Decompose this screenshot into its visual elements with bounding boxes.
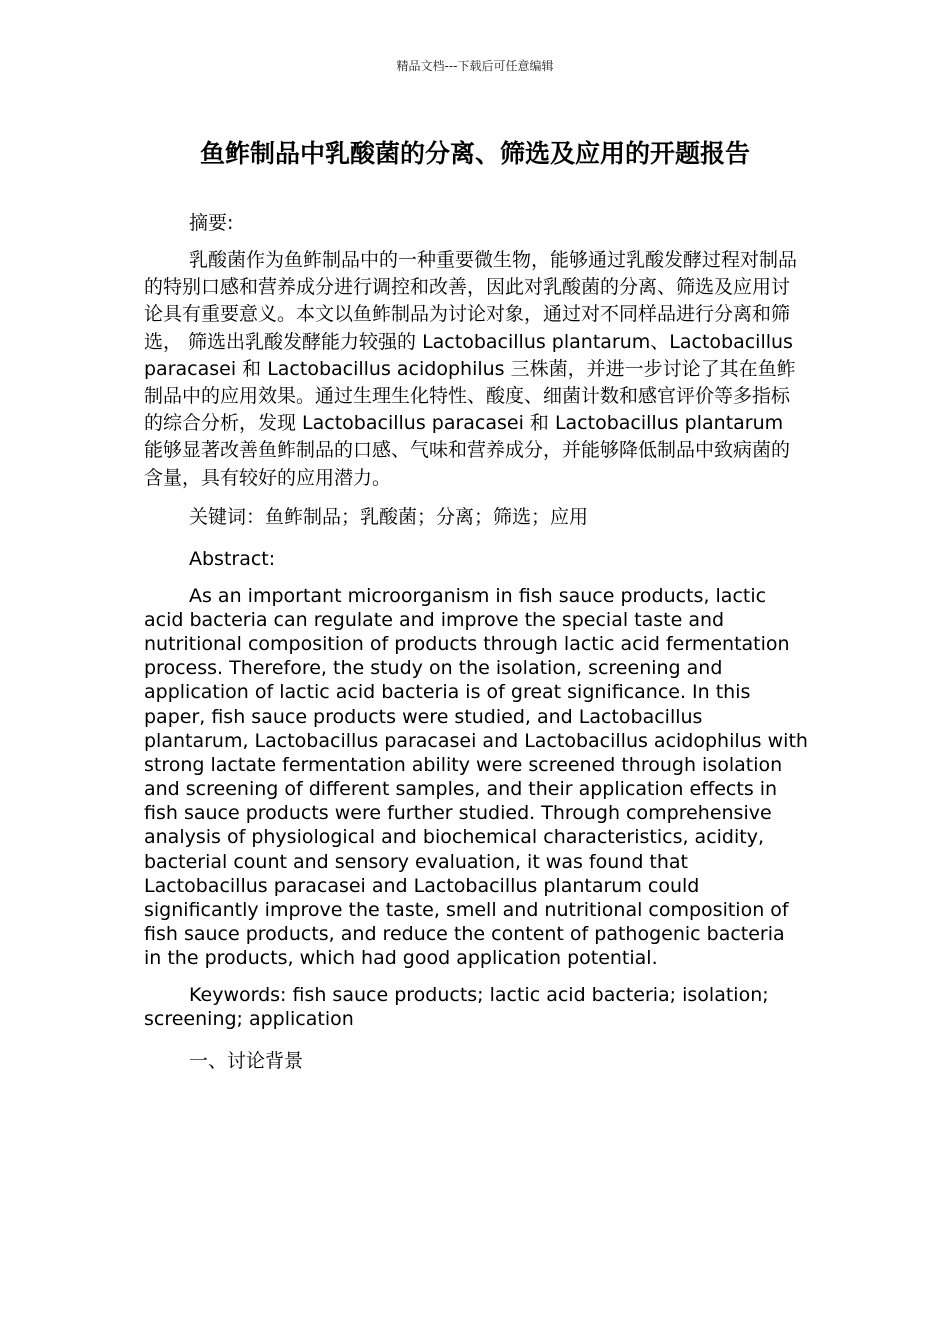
document-title: 鱼鲊制品中乳酸菌的分离、筛选及应用的开题报告 xyxy=(199,139,750,168)
abstract-cn-label: 摘要: xyxy=(189,212,234,234)
abstract-cn-text: 乳酸菌作为鱼鲊制品中的一种重要微生物，能够通过乳酸发酵过程对制品的特别口感和营养成分进行调控和改善，因此对乳酸菌的分离、筛选及应用讨论具有重要意义。本文以鱼鲊制品为讨论对象，通过对不同样品进行分离和筛选， 筛选出乳酸发酵能力较强的 Lactobacillus plantarum、Lactobacillus paracasei 和 Lactobacillus acidophilus 三株菌，并进一步讨论了其在鱼鲊制品中的应用效果。通过生理生化特性、酸度、细菌计数和感官评价等多指标的综合分析，发现 Lactobacillus paracasei 和 Lactobacillus plantarum 能够显著改善鱼鲊制品的口感、气味和营养成分，并能够降低制品中致病菌的含量，具有较好的应用潜力。 xyxy=(144,249,798,489)
abstract-en-text: As an important microorganism in fish sauce products, lactic acid bacteria can regulate and improve the special taste and nutritional composition of products through lactic acid fermentation process. Therefore, the study on the isolation, screening and application of lactic acid bacteria is of great significance. In this paper, fish sauce products were studied, and Lactobacillus plantarum, Lactobacillus paracasei and Lactobacillus acidophilus with strong lactate fermentation ability were screened through isolation and screening of different samples, and their application effects in fish sauce products were further studied. Through comprehensive analysis of physiological and biochemical characteristics, acidity, bacterial count and sensory evaluation, it was found that Lactobacillus paracasei and Lactobacillus plantarum could significantly improve the taste, smell and nutritional composition of fish sauce products, and reduce the content of pathogenic bacteria in the products, which had good application potential. xyxy=(144,584,808,970)
abstract-en-label: Abstract: xyxy=(189,547,276,570)
keywords-en: Keywords: fish sauce products; lactic acid bacteria; isolation; screening; application xyxy=(144,984,769,1031)
keywords-cn: 关键词：鱼鲊制品；乳酸菌；分离；筛选；应用 xyxy=(189,505,589,528)
section-heading: 一、讨论背景 xyxy=(189,1049,304,1072)
document-body xyxy=(144,210,808,1074)
header-note: 精品文档---下载后可任意编辑 xyxy=(396,59,554,73)
